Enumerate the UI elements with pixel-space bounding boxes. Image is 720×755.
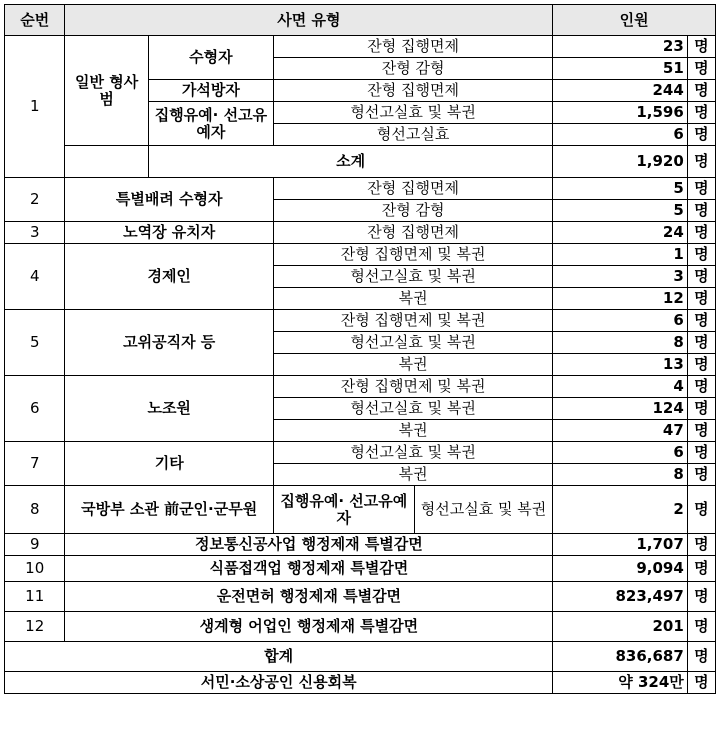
table-row xyxy=(5,582,716,612)
unit-cell: 명 xyxy=(687,102,715,124)
count-cell: 244 xyxy=(553,80,687,102)
count-cell: 51 xyxy=(553,58,687,80)
count-cell: 1,596 xyxy=(553,102,687,124)
unit-cell: 명 xyxy=(687,486,715,534)
type-cell: 잔형 집행면제 및 복권 xyxy=(273,244,552,266)
count-cell: 9,094 xyxy=(553,556,687,582)
category-label: 일반 형사범 xyxy=(65,36,148,146)
type-cell: 복권 xyxy=(273,420,552,442)
type-cell: 형선고실효 및 복권 xyxy=(273,398,552,420)
credit-count: 약 324만 xyxy=(553,672,687,694)
type-cell: 잔형 집행면제 xyxy=(273,36,552,58)
unit-cell: 명 xyxy=(687,310,715,332)
type-cell: 형선고실효 xyxy=(273,124,552,146)
table-row xyxy=(5,612,716,642)
total-label: 합계 xyxy=(5,642,553,672)
row-no: 1 xyxy=(5,36,65,178)
type-cell: 잔형 감형 xyxy=(273,58,552,80)
table-row xyxy=(5,442,716,464)
subcategory-label: 집행유예· 선고유예자 xyxy=(273,486,414,534)
count-cell: 124 xyxy=(553,398,687,420)
unit-cell: 명 xyxy=(687,124,715,146)
row-no: 9 xyxy=(5,534,65,556)
count-cell: 13 xyxy=(553,354,687,376)
type-cell: 잔형 집행면제 및 복권 xyxy=(273,376,552,398)
table-row xyxy=(5,534,716,556)
unit-cell: 명 xyxy=(687,376,715,398)
count-cell: 8 xyxy=(553,332,687,354)
row-no: 2 xyxy=(5,178,65,222)
unit-cell: 명 xyxy=(687,266,715,288)
count-cell: 8 xyxy=(553,464,687,486)
count-cell: 2 xyxy=(553,486,687,534)
type-cell: 형선고실효 및 복권 xyxy=(273,332,552,354)
category-label: 국방부 소관 前군인·군무원 xyxy=(65,486,273,534)
unit-cell: 명 xyxy=(687,672,715,694)
row-no: 11 xyxy=(5,582,65,612)
count-cell: 1,707 xyxy=(553,534,687,556)
category-label: 정보통신공사업 행정제재 특별감면 xyxy=(65,534,553,556)
total-count: 836,687 xyxy=(553,642,687,672)
table-row xyxy=(5,36,716,58)
unit-cell: 명 xyxy=(687,244,715,266)
subtotal-count: 1,920 xyxy=(553,146,687,178)
table-row xyxy=(5,222,716,244)
table-row xyxy=(5,178,716,200)
row-no: 4 xyxy=(5,244,65,310)
unit-cell: 명 xyxy=(687,288,715,310)
unit-cell: 명 xyxy=(687,222,715,244)
unit-cell: 명 xyxy=(687,420,715,442)
unit-cell: 명 xyxy=(687,354,715,376)
count-cell: 201 xyxy=(553,612,687,642)
count-cell: 24 xyxy=(553,222,687,244)
subcategory-label: 가석방자 xyxy=(148,80,273,102)
type-cell: 형선고실효 및 복권 xyxy=(273,266,552,288)
credit-label: 서민·소상공인 신용회복 xyxy=(5,672,553,694)
unit-cell: 명 xyxy=(687,36,715,58)
category-label: 노조원 xyxy=(65,376,273,442)
category-label: 생계형 어업인 행정제재 특별감면 xyxy=(65,612,553,642)
count-cell: 4 xyxy=(553,376,687,398)
row-no: 5 xyxy=(5,310,65,376)
unit-cell: 명 xyxy=(687,80,715,102)
count-cell: 5 xyxy=(553,200,687,222)
category-label: 특별배려 수형자 xyxy=(65,178,273,222)
type-cell: 잔형 감형 xyxy=(273,200,552,222)
count-cell: 5 xyxy=(553,178,687,200)
type-cell: 형선고실효 및 복권 xyxy=(414,486,553,534)
total-row xyxy=(5,642,716,672)
count-cell: 1 xyxy=(553,244,687,266)
category-label: 경제인 xyxy=(65,244,273,310)
unit-cell: 명 xyxy=(687,146,715,178)
table-row xyxy=(5,310,716,332)
type-cell: 복권 xyxy=(273,464,552,486)
type-cell: 잔형 집행면제 및 복권 xyxy=(273,310,552,332)
row-no: 12 xyxy=(5,612,65,642)
count-cell: 6 xyxy=(553,310,687,332)
category-label: 고위공직자 등 xyxy=(65,310,273,376)
credit-row xyxy=(5,672,716,694)
count-cell: 823,497 xyxy=(553,582,687,612)
type-cell: 형선고실효 및 복권 xyxy=(273,102,552,124)
type-cell: 복권 xyxy=(273,354,552,376)
type-cell: 잔형 집행면제 xyxy=(273,80,552,102)
unit-cell: 명 xyxy=(687,642,715,672)
table-row xyxy=(5,244,716,266)
subcategory-label: 집행유예· 선고유예자 xyxy=(148,102,273,146)
header-count: 인원 xyxy=(553,5,716,36)
row-no: 6 xyxy=(5,376,65,442)
category-label: 식품접객업 행정제재 특별감면 xyxy=(65,556,553,582)
table-row xyxy=(5,486,716,534)
row-no: 3 xyxy=(5,222,65,244)
unit-cell: 명 xyxy=(687,442,715,464)
type-cell: 잔형 집행면제 xyxy=(273,222,552,244)
subtotal-label: 소계 xyxy=(148,146,552,178)
unit-cell: 명 xyxy=(687,612,715,642)
type-cell: 잔형 집행면제 xyxy=(273,178,552,200)
header-no: 순번 xyxy=(5,5,65,36)
blank-cell xyxy=(65,146,148,178)
subcategory-label: 수형자 xyxy=(148,36,273,80)
unit-cell: 명 xyxy=(687,200,715,222)
unit-cell: 명 xyxy=(687,582,715,612)
unit-cell: 명 xyxy=(687,534,715,556)
count-cell: 23 xyxy=(553,36,687,58)
category-label: 노역장 유치자 xyxy=(65,222,273,244)
type-cell: 형선고실효 및 복권 xyxy=(273,442,552,464)
count-cell: 6 xyxy=(553,124,687,146)
row-no: 10 xyxy=(5,556,65,582)
table-row xyxy=(5,556,716,582)
count-cell: 47 xyxy=(553,420,687,442)
row-no: 8 xyxy=(5,486,65,534)
subtotal-row xyxy=(5,146,716,178)
row-no: 7 xyxy=(5,442,65,486)
category-label: 기타 xyxy=(65,442,273,486)
unit-cell: 명 xyxy=(687,464,715,486)
category-label: 운전면허 행정제재 특별감면 xyxy=(65,582,553,612)
unit-cell: 명 xyxy=(687,398,715,420)
count-cell: 12 xyxy=(553,288,687,310)
type-cell: 복권 xyxy=(273,288,552,310)
header-type: 사면 유형 xyxy=(65,5,553,36)
unit-cell: 명 xyxy=(687,178,715,200)
unit-cell: 명 xyxy=(687,332,715,354)
pardon-table xyxy=(4,4,716,694)
count-cell: 3 xyxy=(553,266,687,288)
header-row xyxy=(5,5,716,36)
count-cell: 6 xyxy=(553,442,687,464)
table-row xyxy=(5,376,716,398)
unit-cell: 명 xyxy=(687,556,715,582)
unit-cell: 명 xyxy=(687,58,715,80)
